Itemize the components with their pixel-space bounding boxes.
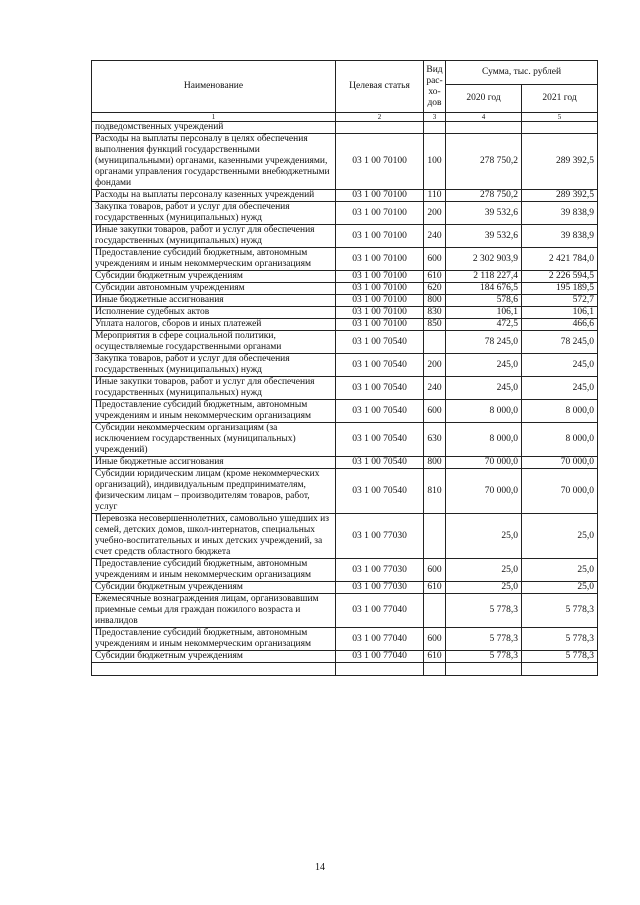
target-article-cell: 03 1 00 77030	[336, 514, 424, 559]
table-row	[92, 225, 598, 248]
table-row	[92, 469, 598, 514]
target-article-cell: 03 1 00 77030	[336, 559, 424, 582]
expense-type-cell: 800	[424, 457, 446, 469]
header-year-2020: 2020 год	[446, 85, 522, 113]
table-row	[92, 134, 598, 190]
amount-2021-cell: 39 838,9	[522, 202, 598, 225]
amount-2021-cell: 245,0	[522, 354, 598, 377]
column-index: 5	[522, 113, 598, 122]
row-name-cell: Уплата налогов, сборов и иных платежей	[92, 319, 336, 331]
expense-type-cell: 800	[424, 295, 446, 307]
row-name-cell: Перевозка несовершеннолетних, самовольно ушедших из семей, детских домов, школ-интернатов, специальных учебно-воспитательных и иных детских учреждений, за счет средств областного бюджета	[92, 514, 336, 559]
empty-cell	[522, 663, 598, 676]
row-name-cell: Иные бюджетные ассигнования	[92, 457, 336, 469]
expense-type-cell: 200	[424, 202, 446, 225]
amount-2020-cell: 5 778,3	[446, 594, 522, 628]
table-row	[92, 423, 598, 457]
expense-type-cell: 100	[424, 134, 446, 190]
table-row	[92, 307, 598, 319]
row-name-cell: Субсидии бюджетным учреждениям	[92, 271, 336, 283]
target-article-cell: 03 1 00 70100	[336, 295, 424, 307]
amount-2020-cell: 78 245,0	[446, 331, 522, 354]
amount-2021-cell: 70 000,0	[522, 469, 598, 514]
target-article-cell: 03 1 00 70100	[336, 202, 424, 225]
amount-2020-cell: 25,0	[446, 514, 522, 559]
amount-2021-cell: 25,0	[522, 559, 598, 582]
amount-2020-cell: 70 000,0	[446, 469, 522, 514]
table-row	[92, 582, 598, 594]
expense-type-cell: 850	[424, 319, 446, 331]
table-row	[92, 295, 598, 307]
table-body	[92, 122, 598, 676]
target-article-cell: 03 1 00 70540	[336, 400, 424, 423]
amount-2020-cell: 106,1	[446, 307, 522, 319]
target-article-cell	[336, 122, 424, 134]
row-name-cell: Субсидии юридическим лицам (кроме некоммерческих организаций), индивидуальным предпринимателям, физическим лицам – производителям товаров, работ, услуг	[92, 469, 336, 514]
row-name-cell: Мероприятия в сфере социальной политики, осуществляемые государственными органами	[92, 331, 336, 354]
amount-2020-cell: 245,0	[446, 377, 522, 400]
row-name-cell: Иные бюджетные ассигнования	[92, 295, 336, 307]
amount-2020-cell	[446, 122, 522, 134]
target-article-cell: 03 1 00 70540	[336, 377, 424, 400]
amount-2020-cell: 278 750,2	[446, 134, 522, 190]
amount-2020-cell: 472,5	[446, 319, 522, 331]
empty-cell	[424, 663, 446, 676]
amount-2020-cell: 25,0	[446, 582, 522, 594]
amount-2020-cell: 184 676,5	[446, 283, 522, 295]
expense-type-cell	[424, 514, 446, 559]
table-row	[92, 354, 598, 377]
target-article-cell: 03 1 00 70100	[336, 225, 424, 248]
amount-2021-cell: 2 226 594,5	[522, 271, 598, 283]
column-index-row	[92, 113, 598, 122]
amount-2020-cell: 5 778,3	[446, 651, 522, 663]
expense-type-cell: 200	[424, 354, 446, 377]
amount-2021-cell: 2 421 784,0	[522, 248, 598, 271]
expense-type-cell: 630	[424, 423, 446, 457]
target-article-cell: 03 1 00 70100	[336, 248, 424, 271]
target-article-cell: 03 1 00 70540	[336, 423, 424, 457]
target-article-cell: 03 1 00 77040	[336, 628, 424, 651]
target-article-cell: 03 1 00 70100	[336, 271, 424, 283]
table-row	[92, 202, 598, 225]
amount-2021-cell: 25,0	[522, 582, 598, 594]
header-sum: Сумма, тыс. рублей	[446, 61, 598, 85]
table-row	[92, 559, 598, 582]
header-name: Наименование	[92, 61, 336, 113]
expense-type-cell: 110	[424, 190, 446, 202]
amount-2020-cell: 39 532,6	[446, 225, 522, 248]
expense-type-cell: 610	[424, 271, 446, 283]
empty-cell	[92, 663, 336, 676]
amount-2021-cell: 25,0	[522, 514, 598, 559]
column-index: 4	[446, 113, 522, 122]
table-row	[92, 122, 598, 134]
expense-type-cell: 600	[424, 248, 446, 271]
empty-cell	[446, 663, 522, 676]
amount-2021-cell: 195 189,5	[522, 283, 598, 295]
amount-2020-cell: 245,0	[446, 354, 522, 377]
expense-type-cell: 240	[424, 377, 446, 400]
amount-2020-cell: 39 532,6	[446, 202, 522, 225]
target-article-cell: 03 1 00 77040	[336, 594, 424, 628]
row-name-cell: Предоставление субсидий бюджетным, автономным учреждениям и иным некоммерческим организациям	[92, 559, 336, 582]
target-article-cell: 03 1 00 70100	[336, 190, 424, 202]
amount-2020-cell: 25,0	[446, 559, 522, 582]
expense-type-cell: 610	[424, 651, 446, 663]
amount-2020-cell: 5 778,3	[446, 628, 522, 651]
row-name-cell: Субсидии бюджетным учреждениям	[92, 651, 336, 663]
expense-type-cell: 600	[424, 628, 446, 651]
amount-2021-cell: 5 778,3	[522, 628, 598, 651]
amount-2020-cell: 278 750,2	[446, 190, 522, 202]
table-row	[92, 283, 598, 295]
row-name-cell: Субсидии некоммерческим организациям (за исключением государственных (муниципальных) учреждений)	[92, 423, 336, 457]
target-article-cell: 03 1 00 70100	[336, 283, 424, 295]
target-article-cell: 03 1 00 70100	[336, 319, 424, 331]
header-year-2021: 2021 год	[522, 85, 598, 113]
amount-2021-cell: 8 000,0	[522, 400, 598, 423]
target-article-cell: 03 1 00 77030	[336, 582, 424, 594]
table-row	[92, 377, 598, 400]
expense-type-cell	[424, 594, 446, 628]
amount-2021-cell	[522, 122, 598, 134]
row-name-cell: Предоставление субсидий бюджетным, автономным учреждениям и иным некоммерческим организациям	[92, 400, 336, 423]
amount-2021-cell: 289 392,5	[522, 134, 598, 190]
target-article-cell: 03 1 00 77040	[336, 651, 424, 663]
amount-2021-cell: 466,6	[522, 319, 598, 331]
target-article-cell: 03 1 00 70100	[336, 307, 424, 319]
table-row	[92, 594, 598, 628]
target-article-cell: 03 1 00 70540	[336, 331, 424, 354]
row-name-cell: Расходы на выплаты персоналу казенных учреждений	[92, 190, 336, 202]
expense-type-cell: 600	[424, 400, 446, 423]
expense-type-cell: 810	[424, 469, 446, 514]
table-row	[92, 319, 598, 331]
row-name-cell: подведомственных учреждений	[92, 122, 336, 134]
amount-2021-cell: 39 838,9	[522, 225, 598, 248]
row-name-cell: Ежемесячные вознаграждения лицам, организовавшим приемные семьи для граждан пожилого возраста и инвалидов	[92, 594, 336, 628]
amount-2021-cell: 106,1	[522, 307, 598, 319]
table-row	[92, 457, 598, 469]
amount-2021-cell: 5 778,3	[522, 651, 598, 663]
target-article-cell: 03 1 00 70100	[336, 134, 424, 190]
table-row-empty	[92, 663, 598, 676]
amount-2020-cell: 2 118 227,4	[446, 271, 522, 283]
table-row	[92, 248, 598, 271]
table-row	[92, 271, 598, 283]
expense-type-cell: 830	[424, 307, 446, 319]
amount-2021-cell: 572,7	[522, 295, 598, 307]
row-name-cell: Иные закупки товаров, работ и услуг для обеспечения государственных (муниципальных) нужд	[92, 377, 336, 400]
target-article-cell: 03 1 00 70540	[336, 457, 424, 469]
amount-2020-cell: 2 302 903,9	[446, 248, 522, 271]
expense-type-cell: 600	[424, 559, 446, 582]
table-row	[92, 628, 598, 651]
row-name-cell: Исполнение судебных актов	[92, 307, 336, 319]
budget-table	[91, 60, 598, 676]
table-row	[92, 514, 598, 559]
amount-2021-cell: 5 778,3	[522, 594, 598, 628]
expense-type-cell	[424, 122, 446, 134]
target-article-cell: 03 1 00 70540	[336, 469, 424, 514]
amount-2020-cell: 8 000,0	[446, 400, 522, 423]
expense-type-cell: 240	[424, 225, 446, 248]
column-index: 1	[92, 113, 336, 122]
target-article-cell: 03 1 00 70540	[336, 354, 424, 377]
row-name-cell: Иные закупки товаров, работ и услуг для обеспечения государственных (муниципальных) нужд	[92, 225, 336, 248]
amount-2020-cell: 70 000,0	[446, 457, 522, 469]
row-name-cell: Субсидии автономным учреждениям	[92, 283, 336, 295]
amount-2021-cell: 78 245,0	[522, 331, 598, 354]
expense-type-cell: 620	[424, 283, 446, 295]
expense-type-cell	[424, 331, 446, 354]
row-name-cell: Субсидии бюджетным учреждениям	[92, 582, 336, 594]
column-index: 2	[336, 113, 424, 122]
row-name-cell: Предоставление субсидий бюджетным, автономным учреждениям и иным некоммерческим организациям	[92, 248, 336, 271]
row-name-cell: Предоставление субсидий бюджетным, автономным учреждениям и иным некоммерческим организациям	[92, 628, 336, 651]
header-expense-type: Вид рас-хо-дов	[424, 61, 446, 113]
amount-2021-cell: 70 000,0	[522, 457, 598, 469]
expense-type-cell: 610	[424, 582, 446, 594]
amount-2020-cell: 578,6	[446, 295, 522, 307]
amount-2021-cell: 245,0	[522, 377, 598, 400]
row-name-cell: Закупка товаров, работ и услуг для обеспечения государственных (муниципальных) нужд	[92, 202, 336, 225]
header-target-article: Целевая статья	[336, 61, 424, 113]
page-number: 14	[315, 862, 325, 873]
row-name-cell: Закупка товаров, работ и услуг для обеспечения государственных (муниципальных) нужд	[92, 354, 336, 377]
table-row	[92, 190, 598, 202]
amount-2021-cell: 289 392,5	[522, 190, 598, 202]
empty-cell	[336, 663, 424, 676]
amount-2020-cell: 8 000,0	[446, 423, 522, 457]
table-row	[92, 651, 598, 663]
row-name-cell: Расходы на выплаты персоналу в целях обеспечения выполнения функций государственными (муниципальными) органами, казенными учреждениями, органами управления государственными внебюджетными фондами	[92, 134, 336, 190]
amount-2021-cell: 8 000,0	[522, 423, 598, 457]
table-row	[92, 331, 598, 354]
table-row	[92, 400, 598, 423]
column-index: 3	[424, 113, 446, 122]
